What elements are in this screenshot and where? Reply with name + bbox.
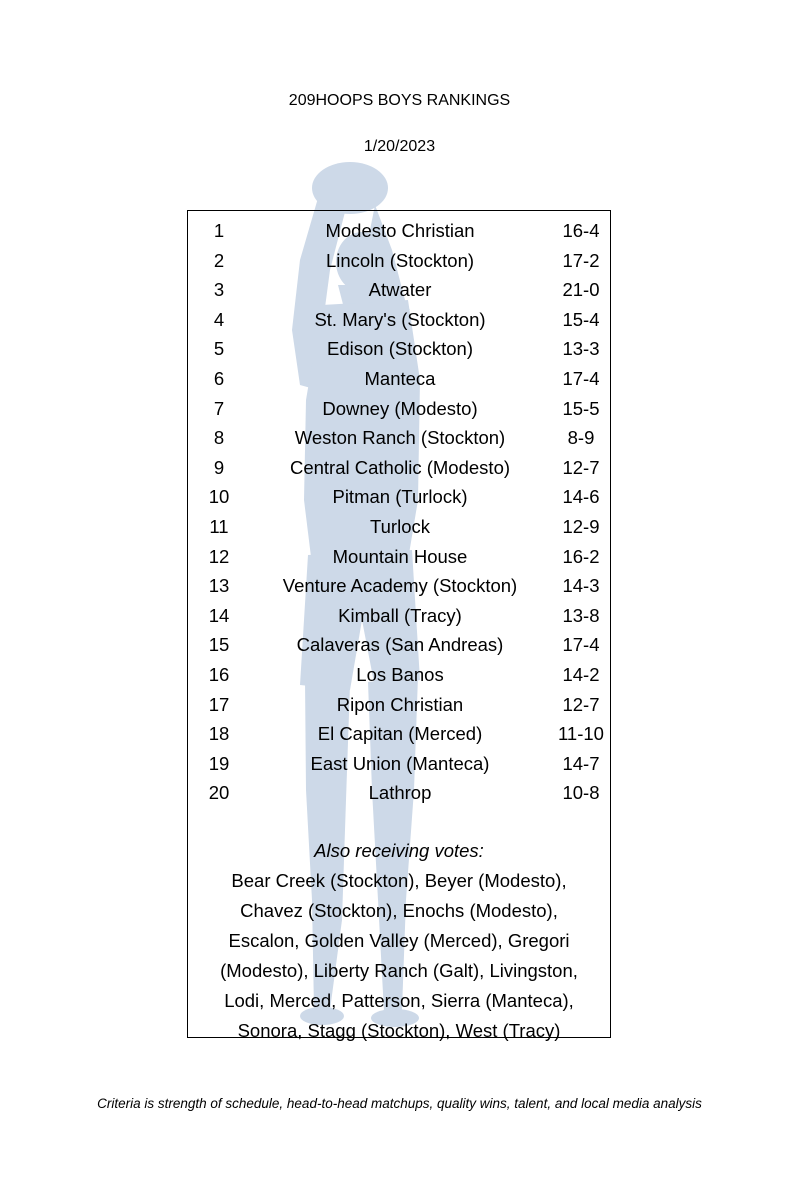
rank-number: 20 bbox=[208, 782, 230, 804]
team-name: Calaveras (San Andreas) bbox=[296, 634, 504, 656]
votes-line: Chavez (Stockton), Enochs (Modesto), bbox=[240, 900, 558, 921]
ranking-row bbox=[188, 453, 610, 483]
ranking-row bbox=[188, 482, 610, 512]
rank-number: 8 bbox=[213, 427, 225, 449]
team-name: Kimball (Tracy) bbox=[338, 604, 462, 626]
team-record: 10-8 bbox=[562, 782, 600, 804]
rank-number: 15 bbox=[208, 634, 230, 656]
team-name: Central Catholic (Modesto) bbox=[289, 456, 511, 478]
ranking-row bbox=[188, 334, 610, 364]
team-name: Venture Academy (Stockton) bbox=[282, 575, 518, 597]
rank-number: 2 bbox=[213, 249, 225, 271]
team-record: 17-2 bbox=[562, 249, 600, 271]
rank-number: 13 bbox=[208, 575, 230, 597]
rank-number: 18 bbox=[208, 723, 230, 745]
team-record: 8-9 bbox=[567, 427, 595, 449]
team-record: 13-8 bbox=[562, 604, 600, 626]
team-name: East Union (Manteca) bbox=[310, 752, 490, 774]
ranking-date: 1/20/2023 bbox=[363, 138, 436, 155]
team-name: Mountain House bbox=[332, 545, 468, 567]
team-record: 11-10 bbox=[558, 723, 604, 745]
votes-line: (Modesto), Liberty Ranch (Galt), Livingston, bbox=[220, 960, 578, 981]
team-record: 12-7 bbox=[562, 456, 600, 478]
team-record: 14-3 bbox=[562, 575, 600, 597]
team-name: El Capitan (Merced) bbox=[317, 723, 483, 745]
team-name: Pitman (Turlock) bbox=[332, 486, 468, 508]
rank-number: 1 bbox=[213, 220, 225, 241]
team-name: St. Mary's (Stockton) bbox=[314, 308, 486, 330]
ranking-row bbox=[188, 423, 610, 453]
votes-line: Bear Creek (Stockton), Beyer (Modesto), bbox=[231, 870, 567, 891]
ranking-row bbox=[188, 216, 610, 246]
team-name: Manteca bbox=[364, 367, 436, 389]
team-name: Lathrop bbox=[368, 782, 432, 804]
team-name: Ripon Christian bbox=[336, 693, 464, 715]
team-record: 12-7 bbox=[562, 693, 600, 715]
ranking-row bbox=[188, 630, 610, 660]
team-record: 21-0 bbox=[562, 279, 600, 301]
team-name: Turlock bbox=[370, 515, 430, 537]
rank-number: 5 bbox=[213, 338, 225, 360]
team-record: 16-4 bbox=[562, 220, 600, 241]
rank-number: 16 bbox=[208, 663, 230, 685]
team-name: Edison (Stockton) bbox=[326, 338, 473, 360]
team-record: 14-7 bbox=[562, 752, 600, 774]
rank-number: 12 bbox=[208, 545, 230, 567]
ranking-row bbox=[188, 542, 610, 572]
team-record: 15-4 bbox=[562, 308, 600, 330]
team-record: 13-3 bbox=[562, 338, 600, 360]
ranking-row bbox=[188, 571, 610, 601]
ranking-row bbox=[188, 512, 610, 542]
team-record: 12-9 bbox=[562, 515, 600, 537]
team-name: Los Banos bbox=[356, 663, 444, 685]
team-record: 14-6 bbox=[562, 486, 600, 508]
team-record: 16-2 bbox=[562, 545, 600, 567]
rank-number: 11 bbox=[209, 515, 229, 537]
votes-line: Escalon, Golden Valley (Merced), Gregori bbox=[228, 930, 570, 951]
ranking-row bbox=[188, 305, 610, 335]
ranking-row bbox=[188, 246, 610, 276]
team-record: 15-5 bbox=[562, 397, 600, 419]
page-title: 209HOOPS BOYS RANKINGS bbox=[288, 92, 511, 109]
team-record: 17-4 bbox=[562, 634, 600, 656]
ranking-row bbox=[188, 660, 610, 690]
ranking-row bbox=[188, 719, 610, 749]
rank-number: 3 bbox=[213, 279, 225, 301]
rank-number: 14 bbox=[208, 604, 230, 626]
ranking-row bbox=[188, 364, 610, 394]
team-record: 17-4 bbox=[562, 367, 600, 389]
team-name: Atwater bbox=[368, 279, 432, 301]
votes-line: Sonora, Stagg (Stockton), West (Tracy) bbox=[237, 1020, 561, 1041]
rankings-table bbox=[187, 210, 611, 1041]
ranking-row bbox=[188, 275, 610, 305]
rank-number: 6 bbox=[213, 367, 225, 389]
rank-number: 9 bbox=[213, 456, 225, 478]
rank-number: 10 bbox=[208, 486, 230, 508]
team-record: 14-2 bbox=[562, 663, 600, 685]
votes-line: Lodi, Merced, Patterson, Sierra (Manteca), bbox=[224, 990, 574, 1011]
rank-number: 19 bbox=[208, 752, 230, 774]
team-name: Lincoln (Stockton) bbox=[325, 249, 475, 271]
rankings-list bbox=[188, 216, 610, 808]
ranking-row bbox=[188, 778, 610, 808]
criteria-note: Criteria is strength of schedule, head-to-head matchups, quality wins, talent, and local media analysis bbox=[97, 1096, 702, 1111]
ranking-row bbox=[188, 394, 610, 424]
votes-heading: Also receiving votes: bbox=[314, 840, 484, 861]
team-name: Downey (Modesto) bbox=[322, 397, 478, 419]
also-receiving-votes bbox=[188, 836, 610, 1046]
ranking-row bbox=[188, 749, 610, 779]
rank-number: 4 bbox=[213, 308, 225, 330]
team-name: Modesto Christian bbox=[325, 220, 475, 241]
rank-number: 7 bbox=[213, 397, 225, 419]
rank-number: 17 bbox=[208, 693, 230, 715]
team-name: Weston Ranch (Stockton) bbox=[294, 427, 506, 449]
ranking-row bbox=[188, 601, 610, 631]
ranking-row bbox=[188, 690, 610, 720]
